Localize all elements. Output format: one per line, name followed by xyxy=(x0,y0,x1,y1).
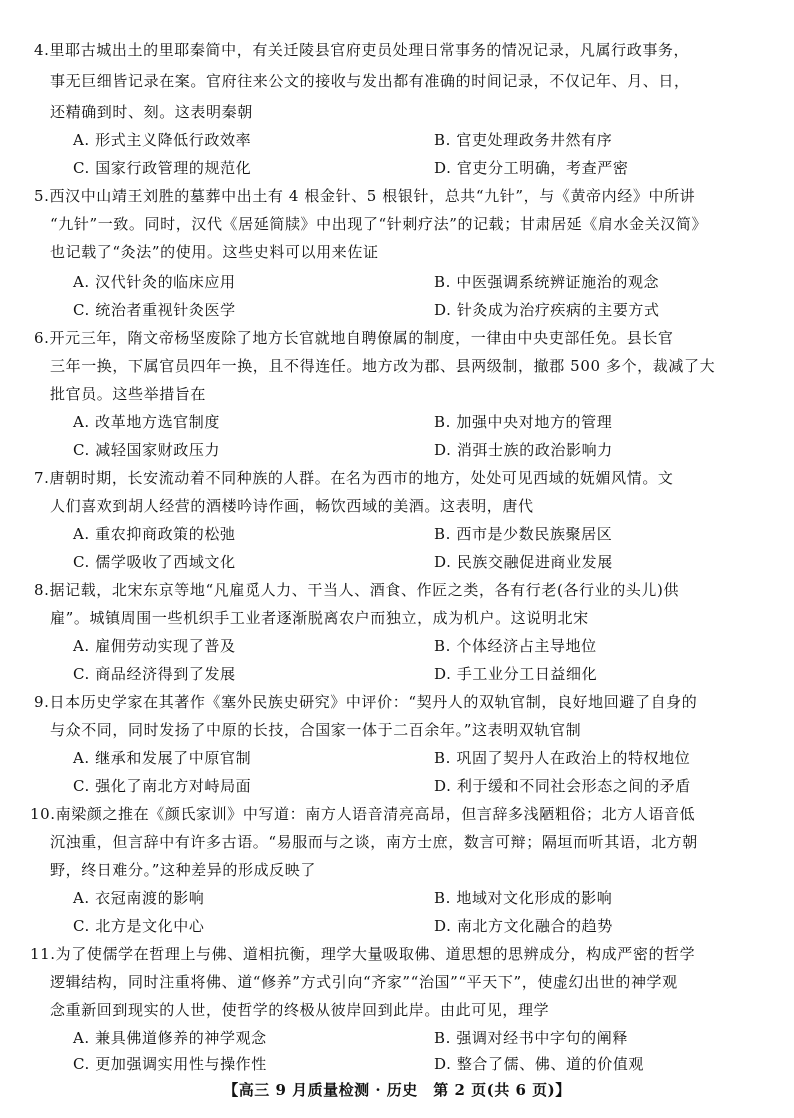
option-b: B. 地域对文化形成的影响 xyxy=(434,889,613,907)
question-text-line: 6.开元三年，隋文帝杨坚废除了地方长官就地自聘僚属的制度，一律由中央吏部任免。县长官 xyxy=(34,329,674,347)
question-text-line: 沉浊重，但言辞中有许多古语。“易服而与之谈，南方士庶，数言可辩；隔垣而听其语，北方朝 xyxy=(50,833,698,851)
question-text-line: 人们喜欢到胡人经营的酒楼吟诗作画，畅饮西域的美酒。这表明，唐代 xyxy=(50,497,534,515)
option-c: C. 北方是文化中心 xyxy=(73,917,205,935)
option-d: D. 南北方文化融合的趋势 xyxy=(434,917,613,935)
option-b: B. 个体经济占主导地位 xyxy=(434,637,597,655)
question-text-line: 雇”。城镇周围一些机织手工业者逐渐脱离农户而独立，成为机户。这说明北宋 xyxy=(50,609,589,627)
option-a: A. 改革地方选官制度 xyxy=(73,413,220,431)
option-a: A. 继承和发展了中原官制 xyxy=(73,749,252,767)
question-text-line: 4.里耶古城出土的里耶秦简中，有关迁陵县官府吏员处理日常事务的情况记录，凡属行政事务， xyxy=(34,41,690,59)
option-c: C. 强化了南北方对峙局面 xyxy=(73,777,252,795)
option-b: B. 中医强调系统辨证施治的观念 xyxy=(434,273,660,291)
option-d: D. 手工业分工日益细化 xyxy=(434,665,598,683)
option-a: A. 汉代针灸的临床应用 xyxy=(73,273,236,291)
option-d: D. 利于缓和不同社会形态之间的矛盾 xyxy=(434,777,691,795)
option-c: C. 减轻国家财政压力 xyxy=(73,441,221,459)
option-c: C. 更加强调实用性与操作性 xyxy=(73,1055,267,1073)
question-text-line: 批官员。这些举措旨在 xyxy=(50,385,207,403)
question-text-line: 7.唐朝时期，长安流动着不同种族的人群。在名为西市的地方，处处可见西域的妩媚风情。文 xyxy=(34,469,674,487)
option-c: C. 统治者重视针灸医学 xyxy=(73,301,236,319)
option-d: D. 针灸成为治疗疾病的主要方式 xyxy=(434,301,660,319)
option-a: A. 衣冠南渡的影响 xyxy=(73,889,205,907)
option-a: A. 重农抑商政策的松弛 xyxy=(73,525,236,543)
option-a: A. 形式主义降低行政效率 xyxy=(73,131,252,149)
option-d: D. 整合了儒、佛、道的价值观 xyxy=(434,1055,645,1073)
question-text-line: 逻辑结构，同时注重将佛、道“修养”方式引向“齐家”“治国”“平天下”，使虚幻出世的神学观 xyxy=(50,973,678,991)
question-text-line: 与众不同，同时发扬了中原的长技，合国家一体于二百余年。”这表明双轨官制 xyxy=(50,721,582,739)
question-text-line: 念重新回到现实的人世，使哲学的终极从彼岸回到此岸。由此可见，理学 xyxy=(50,1001,550,1019)
option-b: B. 巩固了契丹人在政治上的特权地位 xyxy=(434,749,691,767)
option-d: D. 消弭士族的政治影响力 xyxy=(434,441,613,459)
question-text-line: 野，终日难分。”这种差异的形成反映了 xyxy=(50,861,316,879)
option-a: A. 兼具佛道修养的神学观念 xyxy=(73,1029,267,1047)
question-text-line: 11.为了使儒学在哲理上与佛、道相抗衡，理学大量吸取佛、道思想的思辨成分，构成严密的哲学 xyxy=(30,945,696,963)
option-d: D. 民族交融促进商业发展 xyxy=(434,553,613,571)
question-text-line: 事无巨细皆记录在案。官府往来公文的接收与发出都有准确的时间记录，不仅记年、月、日， xyxy=(50,72,690,90)
option-c: C. 国家行政管理的规范化 xyxy=(73,159,252,177)
page-footer: 【高三 9 月质量检测 · 历史 第 2 页(共 6 页)】 xyxy=(223,1081,571,1099)
question-text-line: 10.南梁颜之推在《颜氏家训》中写道：南方人语音清亮高昂，但言辞多浅陋粗俗；北方人语音低 xyxy=(30,805,696,823)
question-text-line: 还精确到时、刻。这表明秦朝 xyxy=(50,103,253,121)
option-b: B. 强调对经书中字句的阐释 xyxy=(434,1029,628,1047)
question-text-line: “九针”一致。同时，汉代《居延简牍》中出现了“针刺疗法”的记载；甘肃居延《肩水金关汉简》 xyxy=(50,215,708,233)
question-text-line: 也记载了“灸法”的使用。这些史料可以用来佐证 xyxy=(50,243,379,261)
option-d: D. 官吏分工明确，考查严密 xyxy=(434,159,629,177)
question-text-line: 9.日本历史学家在其著作《塞外民族史研究》中评价：“契丹人的双轨官制，良好地回避了自身的 xyxy=(34,693,698,711)
question-text-line: 8.据记载，北宋东京等地“凡雇觅人力、干当人、酒食、作匠之类，各有行老(各行业的头儿)供 xyxy=(34,581,680,599)
option-c: C. 儒学吸收了西域文化 xyxy=(73,553,236,571)
option-b: B. 西市是少数民族聚居区 xyxy=(434,525,613,543)
option-b: B. 加强中央对地方的管理 xyxy=(434,413,613,431)
option-c: C. 商品经济得到了发展 xyxy=(73,665,236,683)
question-text-line: 5.西汉中山靖王刘胜的墓葬中出土有 4 根金针、5 根银针，总共“九针”，与《黄帝内经》中所讲 xyxy=(34,187,696,205)
question-text-line: 三年一换，下属官员四年一换，且不得连任。地方改为郡、县两级制，撤郡 500 多个，裁减了大 xyxy=(50,357,716,375)
option-a: A. 雇佣劳动实现了普及 xyxy=(73,637,236,655)
option-b: B. 官吏处理政务井然有序 xyxy=(434,131,613,149)
